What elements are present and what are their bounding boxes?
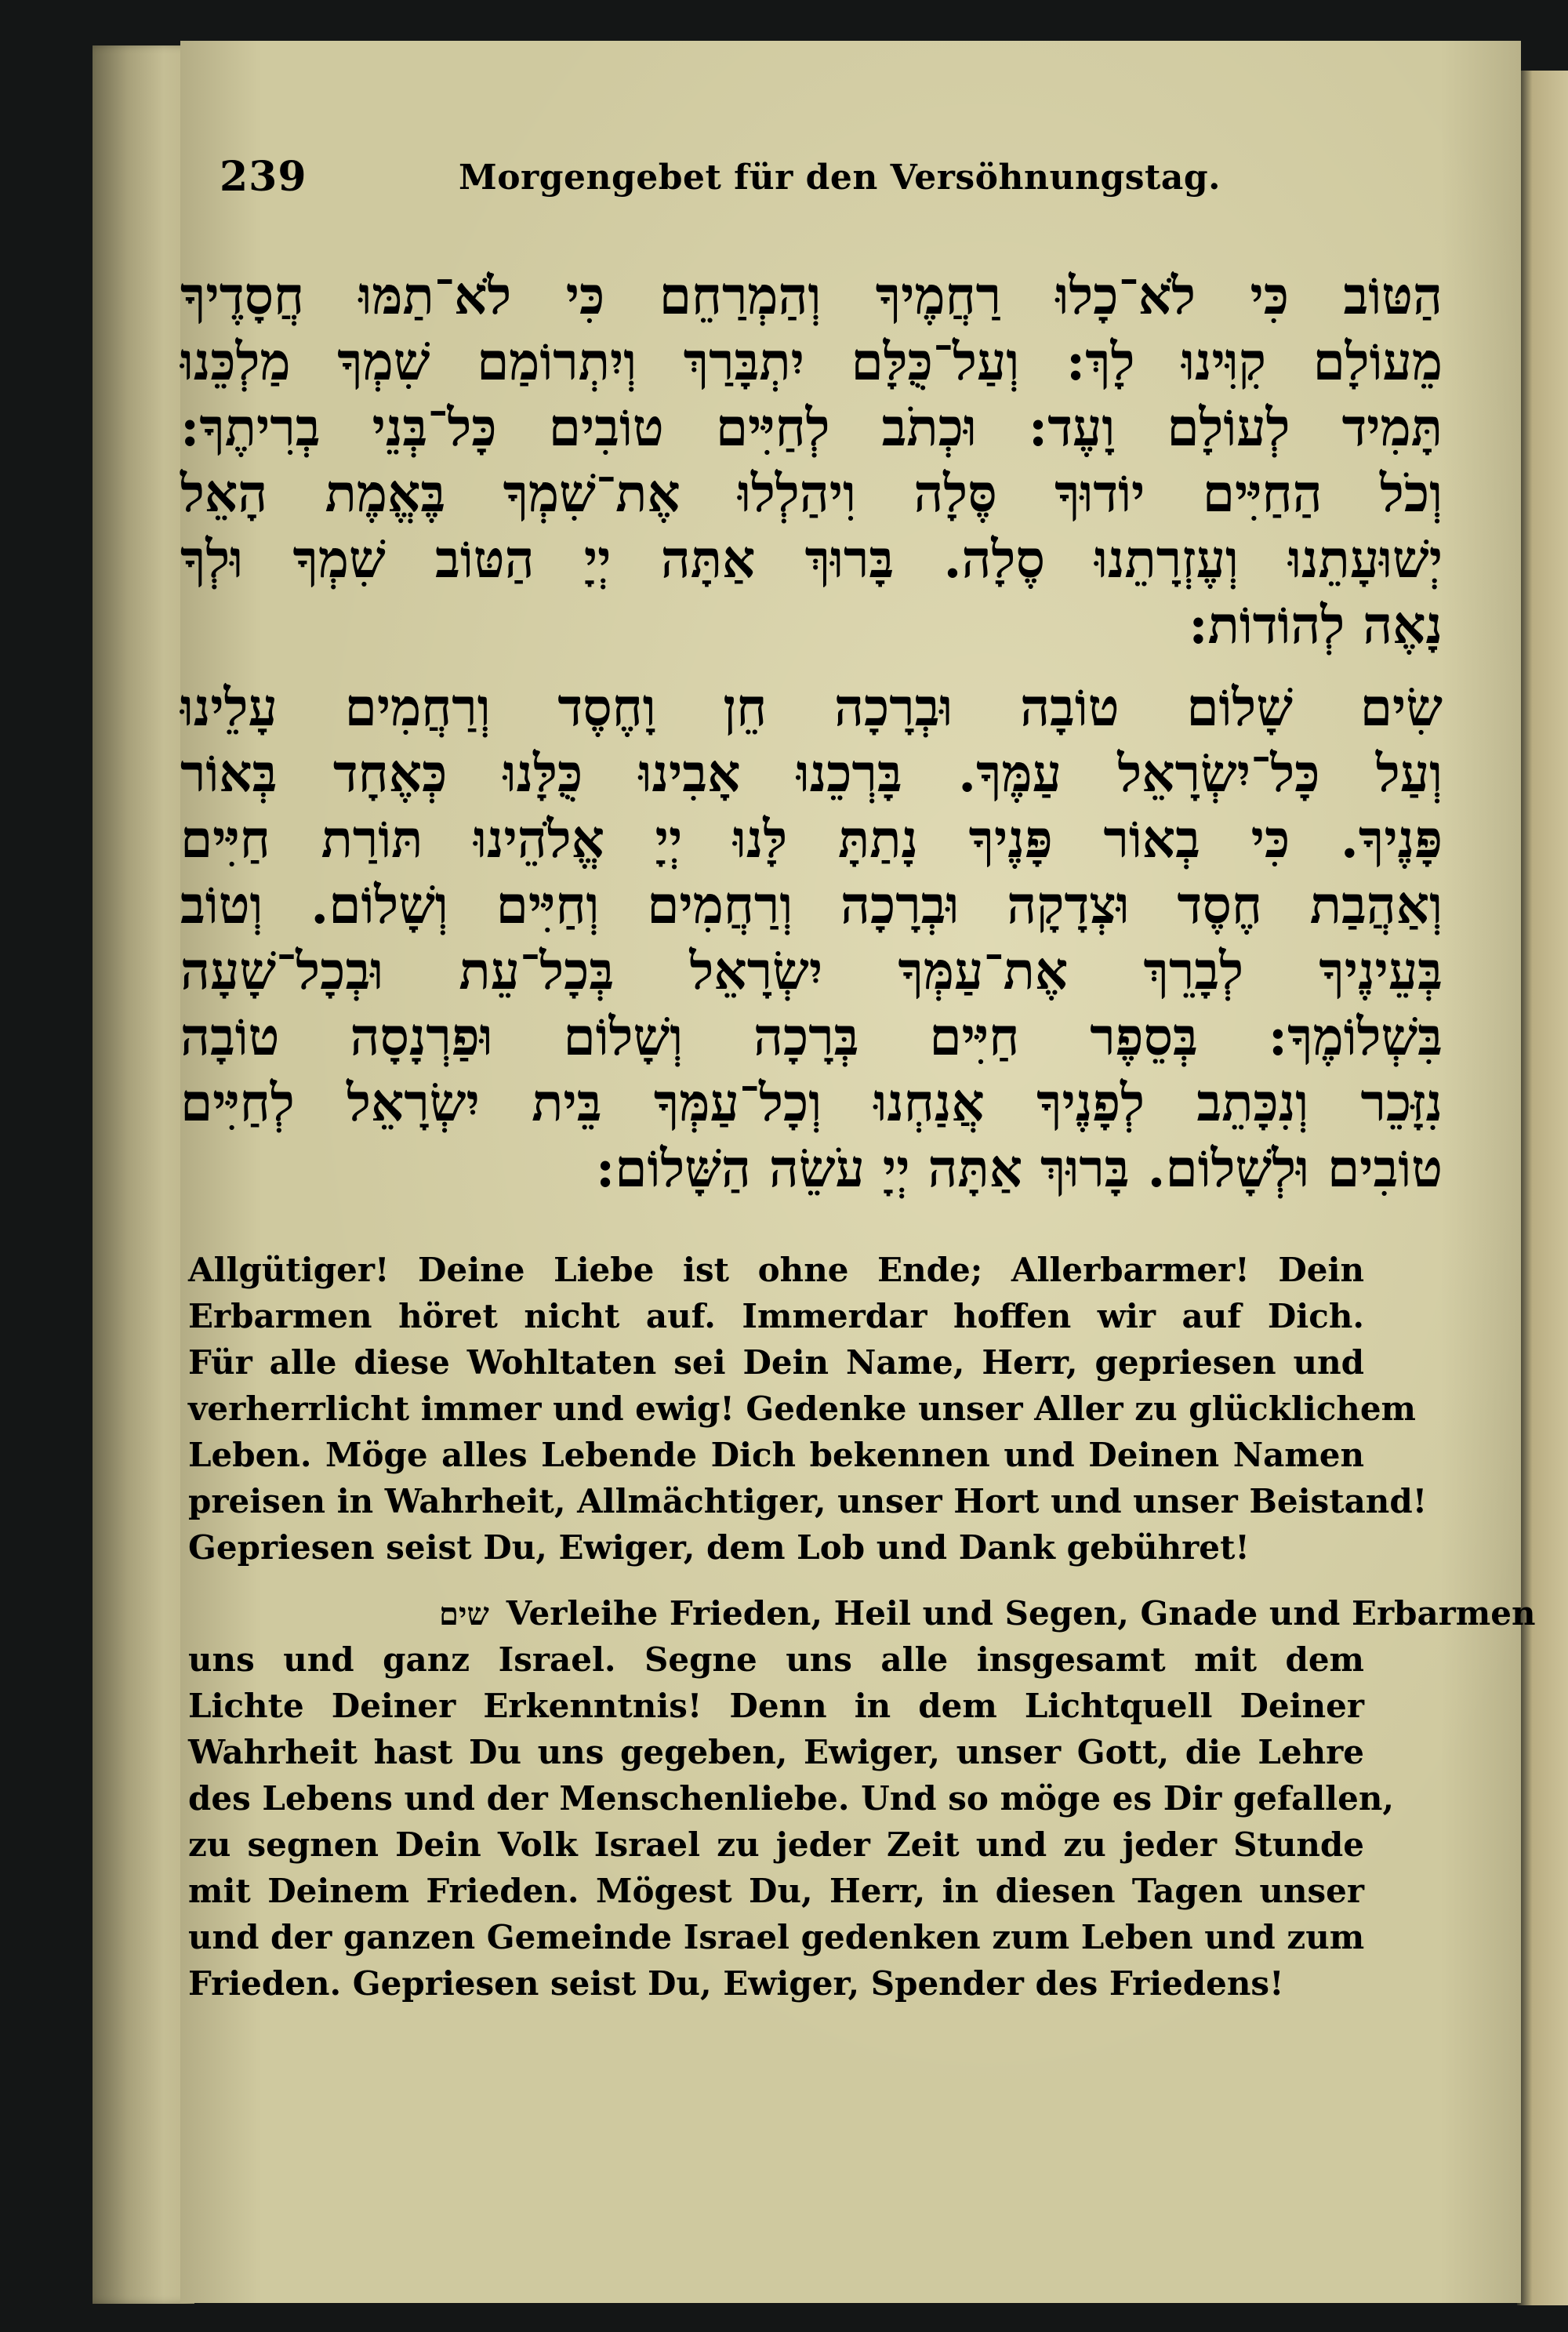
german-line: des Lebens und der Menschenliebe. Und so möge es Dir gefallen, (188, 1779, 1395, 1818)
german-line: Leben. Möge alles Lebende Dich bekennen und Deinen Namen (188, 1436, 1364, 1474)
hebrew-line: נִזָּכֵר וְנִכָּתֵב לְפָנֶיךָ אֲנַחְנוּ וְכָל־עַמְּךָ בֵּית יִשְׂרָאֵל לְחַיִּים (180, 1072, 1443, 1133)
german-line: mit Deinem Frieden. Mögest Du, Herr, in diesen Tagen unser (188, 1872, 1364, 1910)
hebrew-paragraph-2 (180, 674, 1443, 1201)
hebrew-line: מֵעוֹלָם קִוִּינוּ לָךְ: וְעַל־כֻּלָּם יִתְבָּרַךְ וְיִתְרוֹמַם שִׁמְךָ מַלְכֵּנוּ (180, 331, 1443, 392)
page-number: 239 (220, 153, 307, 201)
german-line: zu segnen Dein Volk Israel zu jeder Zeit und zu jeder Stunde (188, 1825, 1364, 1864)
german-first-line (188, 1590, 1536, 1636)
german-line: Erbarmen höret nicht auf. Immerdar hoffen wir auf Dich. (188, 1297, 1364, 1335)
german-line: Verleihe Frieden, Heil und Segen, Gnade und Erbarmen (506, 1594, 1536, 1633)
german-line: verherrlicht immer und ewig! Gedenke unser Aller zu glücklichem (188, 1389, 1416, 1428)
hebrew-line: הַטּוֹב כִּי לֹא־כָלוּ רַחֲמֶיךָ וְהַמְרַחֵם כִּי לֹא־תַמּוּ חֲסָדֶיךָ (180, 265, 1443, 326)
hebrew-paragraph-1 (180, 263, 1443, 658)
german-line: Frieden. Gepriesen seist Du, Ewiger, Spender des Friedens! (188, 1964, 1284, 2003)
german-line: Allgütiger! Deine Liebe ist ohne Ende; Allerbarmer! Dein (188, 1251, 1364, 1289)
hebrew-line: נָאֶה לְהוֹדוֹת: (1189, 594, 1443, 656)
facing-page-edge (1517, 71, 1568, 2305)
german-line: preisen in Wahrheit, Allmächtiger, unser Hort und unser Beistand! (188, 1482, 1428, 1520)
german-line: Gepriesen seist Du, Ewiger, dem Lob und Dank gebühret! (188, 1528, 1250, 1567)
hebrew-line: וְאַהֲבַת חֶסֶד וּצְדָקָה וּבְרָכָה וְרַחֲמִים וְחַיִּים וְשָׁלוֹם. וְטוֹב (180, 874, 1443, 935)
german-line: uns und ganz Israel. Segne uns alle insgesamt mit dem (188, 1640, 1364, 1679)
hebrew-line: בִּשְׁלוֹמֶךָ: בְּסֵפֶר חַיִּים בְּרָכָה וְשָׁלוֹם וּפַרְנָסָה טוֹבָה (180, 1006, 1443, 1067)
page-stack-edge (93, 45, 194, 2304)
german-line: Lichte Deiner Erkenntnis! Denn in dem Lichtquell Deiner (188, 1687, 1364, 1725)
german-line: Wahrheit hast Du uns gegeben, Ewiger, unser Gott, die Lehre (188, 1733, 1364, 1771)
german-line: und der ganzen Gemeinde Israel gedenken zum Leben und zum (188, 1918, 1365, 1956)
hebrew-line: בְּעֵינֶיךָ לְבָרֵךְ אֶת־עַמְּךָ יִשְׂרָאֵל בְּכָל־עֵת וּבְכָל־שָׁעָה (180, 940, 1443, 1001)
hebrew-line: טוֹבִים וּלְשָׁלוֹם. בָּרוּךְ אַתָּה יְיָ עֹשֵׂה הַשָּׁלוֹם: (595, 1138, 1443, 1199)
german-paragraph-1 (188, 1247, 1428, 1571)
hebrew-line: תָּמִיד לְעוֹלָם וָעֶד: וּכְתֹב לְחַיִּים טוֹבִים כָּל־בְּנֵי בְרִיתֶךָ: (180, 397, 1443, 458)
running-title: Morgengebet für den Versöhnungstag. (459, 158, 1221, 198)
hebrew-line: וְכֹל הַחַיִּים יוֹדוּךָ סֶּלָה וִיהַלְלוּ אֶת־שִׁמְךָ בֶּאֱמֶת הָאֵל (180, 463, 1443, 524)
hebrew-line: שִׂים שָׁלוֹם טוֹבָה וּבְרָכָה חֵן וָחֶסֶד וְרַחֲמִים עָלֵינוּ (180, 677, 1443, 738)
hebrew-line: וְעַל כָּל־יִשְׂרָאֵל עַמֶּךָ. בָּרְכֵנוּ אָבִינוּ כֻּלָּנוּ כְּאֶחָד בְּאוֹר (180, 743, 1443, 804)
hebrew-line: יְשׁוּעָתֵנוּ וְעֶזְרָתֵנוּ סֶלָה. בָּרוּךְ אַתָּה יְיָ הַטּוֹב שִׁמְךָ וּלְךָ (180, 529, 1443, 590)
german-paragraph-2 (188, 1590, 1536, 2007)
page-header (220, 153, 1419, 223)
german-line: Für alle diese Wohltaten sei Dein Name, Herr, gepriesen und (188, 1343, 1364, 1382)
hebrew-cue-word: שים (439, 1596, 489, 1633)
hebrew-line: פָּנֶיךָ. כִּי בְאוֹר פָּנֶיךָ נָתַתָּ לָּנוּ יְיָ אֱלֹהֵינוּ תּוֹרַת חַיִּים (180, 808, 1443, 870)
